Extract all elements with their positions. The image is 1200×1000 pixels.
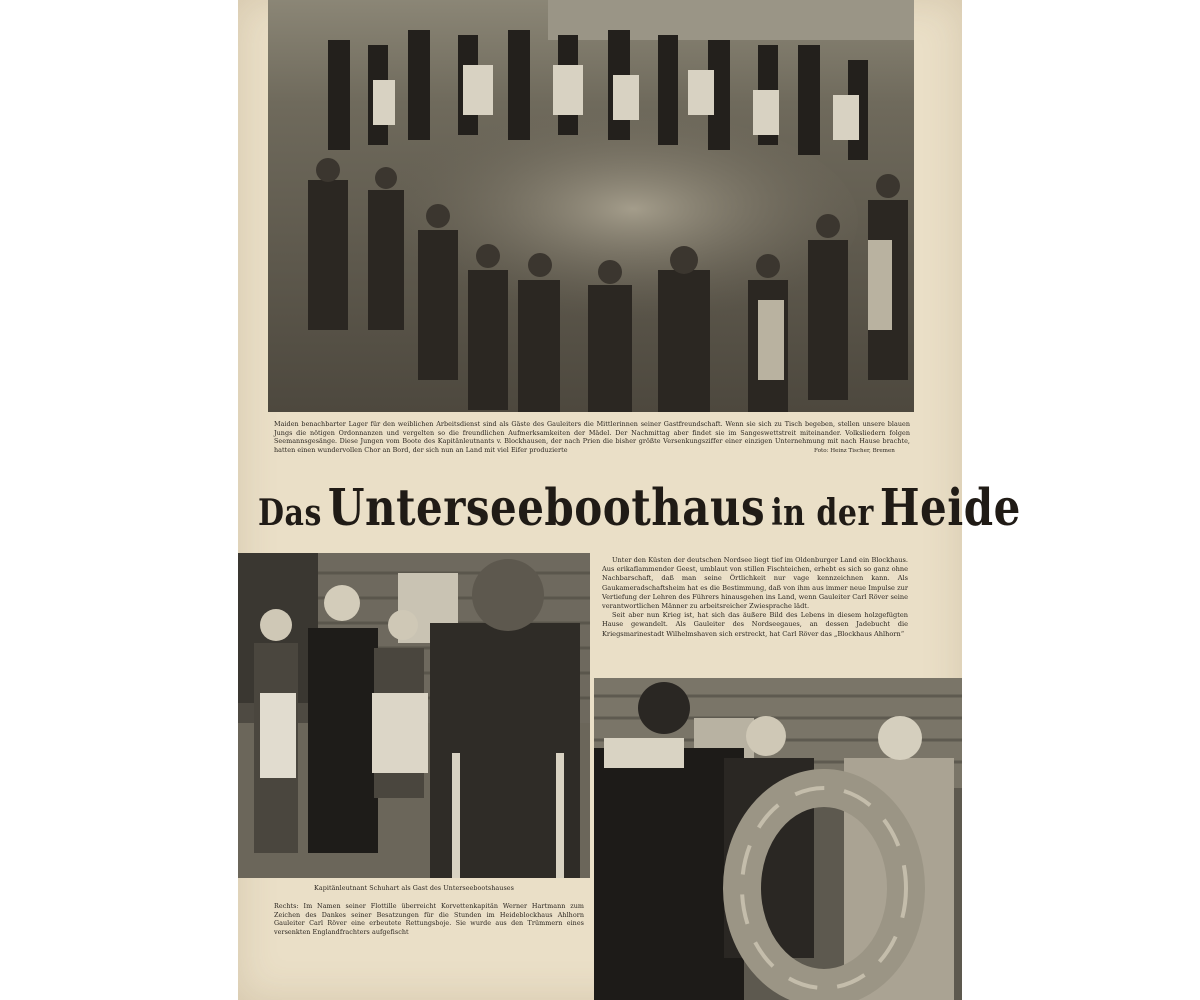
article-headline	[258, 478, 1021, 537]
headline-word-in-der: in der	[771, 492, 874, 535]
lifebuoy-handover-photo	[594, 678, 962, 1000]
magazine-page	[238, 0, 1021, 1000]
lifebuoy-photo-caption: Rechts: Im Namen seiner Flottille überreicht Korvettenkapitän Werner Hartmann zum Zeichen des Dankes seiner Besatzungen für die Stunden im Heideblockhaus Ahlhorn Gauleiter Carl Röver eine erbeutete Rettungsboje. Sie wurde aus den Trümmern eines versenkten Englandfrachters aufgefischt	[274, 902, 584, 936]
headline-word-main: Unterseebo​othaus	[327, 478, 766, 537]
officer-photo-caption: Kapitänleutnant Schuhart als Gast des Unterseebootshauses	[314, 884, 514, 892]
officer-guest-photo	[238, 553, 590, 878]
circle-dance-photo	[268, 0, 914, 412]
top-photo-caption: Maiden benachbarter Lager für den weiblichen Arbeitsdienst sind als Gäste des Gauleiters die Mittlerinnen seiner Gastfreundschaft. Wenn sie sich zu Tisch begeben, stellen unsere blauen Jungs die nötigen Ordonnanzen und vergelten so die freundlichen Aufmerksamkeiten der Mädel. Der Nachmittag aber findet sie im Sangeswettstreit miteinander. Volksliedern folgen Seemannsgesänge. Diese Jungen vom Boote des Kapitänleutnants v. Blockhausen, der nach Prien die bisher größte Versenkungsziffer einer einzigen Unternehmung mit nach Hause brachte, hatten einen wundervollen Chor an Bord, der sich nun an Land mit viel Eifer produzierte	[274, 420, 910, 454]
top-photo-credit: Foto: Heinz Tischer, Bremen	[814, 448, 895, 454]
article-paragraph-1: Unter den Küsten der deutschen Nordsee liegt tief im Oldenburger Land ein Blockhaus. Aus erikaflammender Geest, umblaut von stillen Fischteichen, erhebt es sich so ganz ohne Nachbarschaft, daß man seine Örtlichkeit nur vage kennzeichnen kann. Als Gaukameradschaftsheim hat es die Bestimmung, daß von ihm aus immer neue Impulse zur Vertiefung der Lehren des Führers hinausgehen ins Land, wenn Gauleiter Carl Röver seine verantwortlichen Männer zu arbeitsreicher Zwiesprache lädt.	[602, 556, 908, 611]
headline-word-heide: Heide	[879, 478, 1021, 537]
headline-word-das: Das	[258, 492, 322, 535]
article-paragraph-2: Seit aber nun Krieg ist, hat sich das äußere Bild des Lebens in diesem holzgefügten Hause gewandelt. Als Gauleiter des Nordseegaues, an dessen Jadebucht die Kriegsmarinestadt Wilhelmshaven sich erstreckt, hat Carl Röver das „Blockhaus Ahlhorn“	[602, 611, 908, 638]
article-body	[602, 556, 908, 639]
